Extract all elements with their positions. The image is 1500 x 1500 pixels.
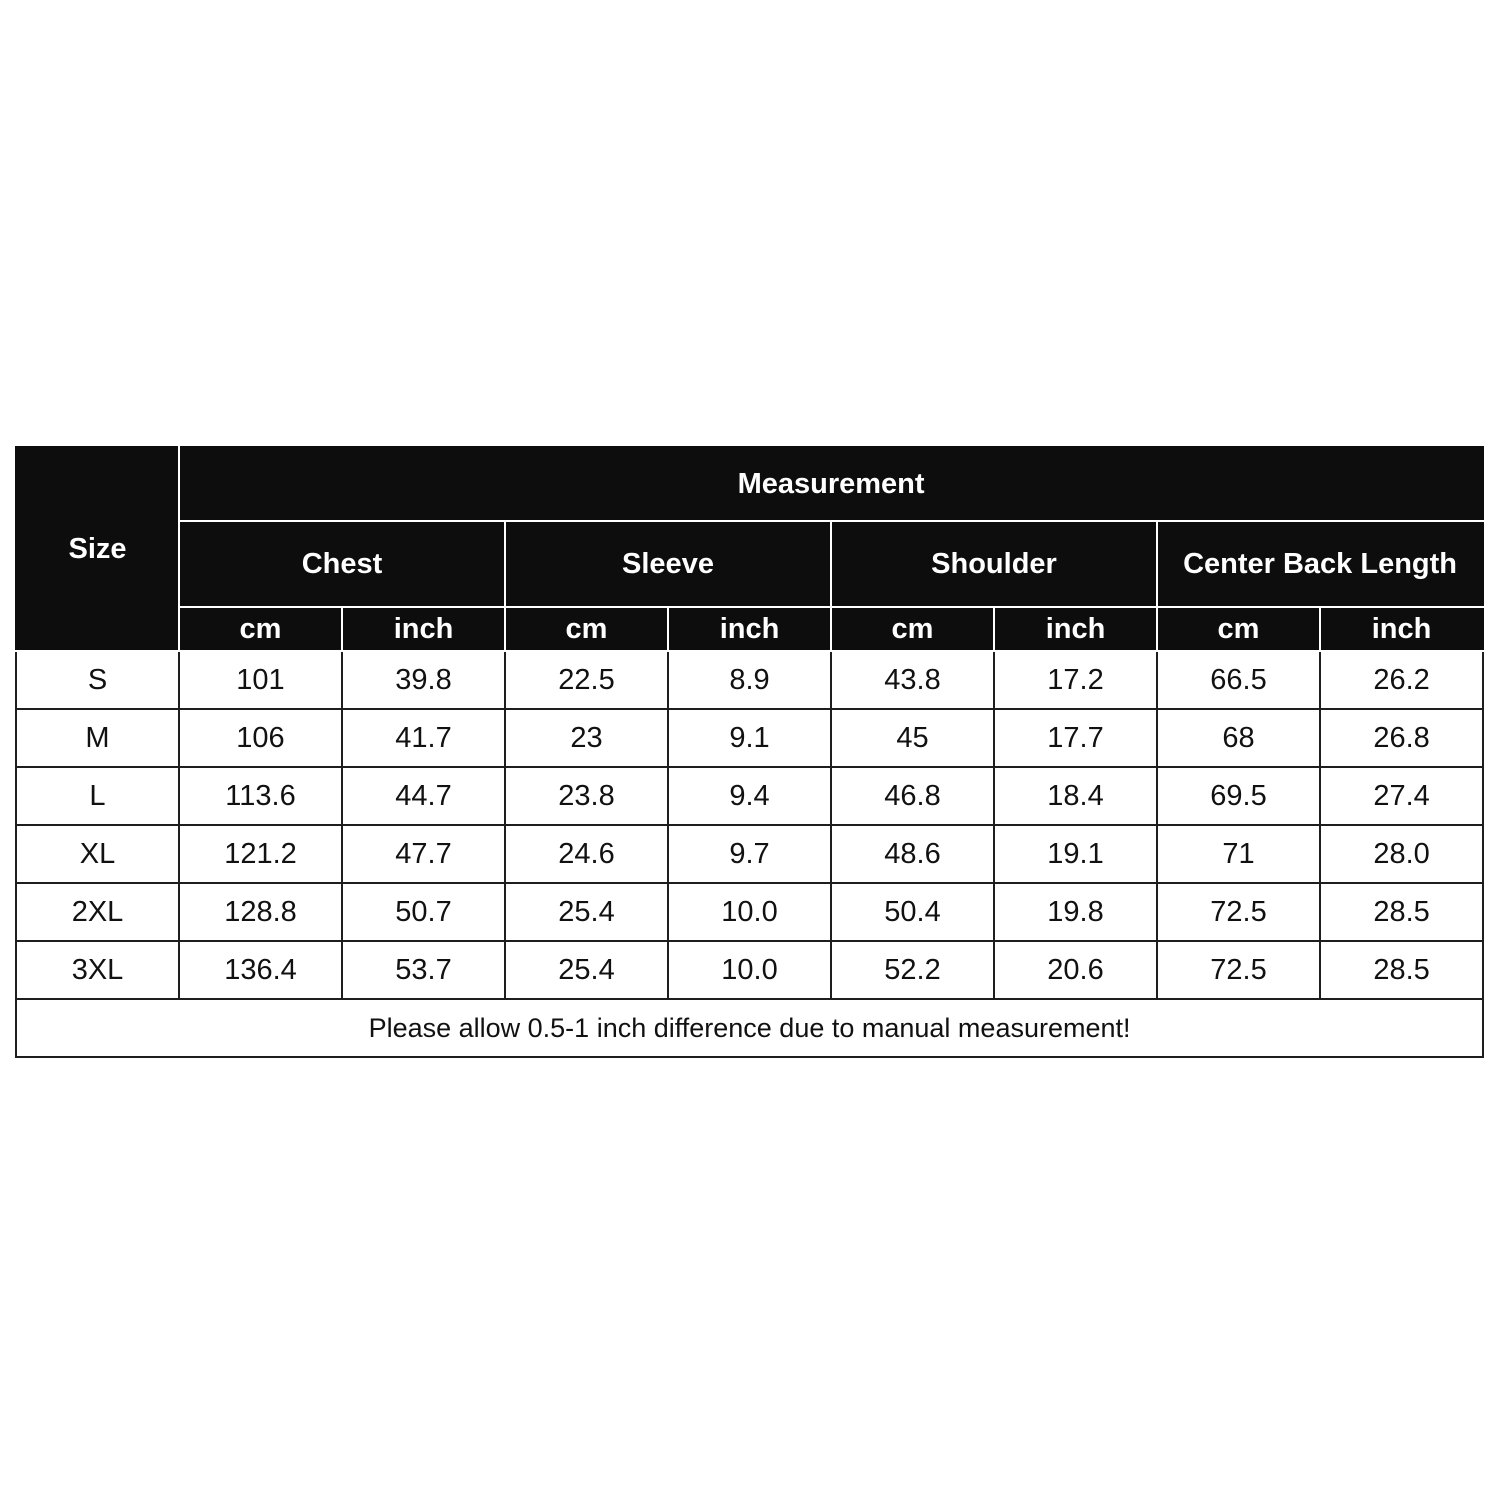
sleeve-cm-cell: 24.6 — [505, 825, 668, 883]
header-row-top — [16, 447, 1483, 521]
sleeve-inch-cell: 9.7 — [668, 825, 831, 883]
size-chart-table — [15, 446, 1484, 1058]
shoulder-inch-cell: 20.6 — [994, 941, 1157, 999]
shoulder-cm-cell: 46.8 — [831, 767, 994, 825]
center-back-length-cm-cell: 71 — [1157, 825, 1320, 883]
unit-header-center-back-length-cm: cm — [1157, 607, 1320, 651]
header-row-groups — [16, 521, 1483, 607]
sleeve-inch-cell: 8.9 — [668, 651, 831, 709]
chest-cm-cell: 113.6 — [179, 767, 342, 825]
table-row-l — [16, 767, 1483, 825]
size-cell: S — [16, 651, 179, 709]
table-row-2xl — [16, 883, 1483, 941]
chest-inch-cell: 41.7 — [342, 709, 505, 767]
table-row-s — [16, 651, 1483, 709]
sleeve-inch-cell: 10.0 — [668, 883, 831, 941]
center-back-length-inch-cell: 28.0 — [1320, 825, 1483, 883]
measurement-header: Measurement — [179, 447, 1483, 521]
table-row-3xl — [16, 941, 1483, 999]
group-header-chest: Chest — [179, 521, 505, 607]
unit-header-center-back-length-inch: inch — [1320, 607, 1483, 651]
chest-inch-cell: 50.7 — [342, 883, 505, 941]
chest-inch-cell: 39.8 — [342, 651, 505, 709]
chest-inch-cell: 53.7 — [342, 941, 505, 999]
center-back-length-inch-cell: 28.5 — [1320, 883, 1483, 941]
unit-header-shoulder-inch: inch — [994, 607, 1157, 651]
chest-cm-cell: 136.4 — [179, 941, 342, 999]
shoulder-cm-cell: 52.2 — [831, 941, 994, 999]
size-cell: 2XL — [16, 883, 179, 941]
shoulder-inch-cell: 19.8 — [994, 883, 1157, 941]
center-back-length-inch-cell: 26.2 — [1320, 651, 1483, 709]
center-back-length-cm-cell: 66.5 — [1157, 651, 1320, 709]
size-cell: XL — [16, 825, 179, 883]
group-header-shoulder: Shoulder — [831, 521, 1157, 607]
center-back-length-inch-cell: 26.8 — [1320, 709, 1483, 767]
sleeve-cm-cell: 23.8 — [505, 767, 668, 825]
group-header-center-back-length: Center Back Length — [1157, 521, 1483, 607]
unit-header-sleeve-cm: cm — [505, 607, 668, 651]
sleeve-inch-cell: 9.1 — [668, 709, 831, 767]
center-back-length-cm-cell: 69.5 — [1157, 767, 1320, 825]
center-back-length-inch-cell: 28.5 — [1320, 941, 1483, 999]
chest-cm-cell: 121.2 — [179, 825, 342, 883]
chest-cm-cell: 101 — [179, 651, 342, 709]
shoulder-cm-cell: 45 — [831, 709, 994, 767]
shoulder-cm-cell: 50.4 — [831, 883, 994, 941]
shoulder-inch-cell: 19.1 — [994, 825, 1157, 883]
shoulder-inch-cell: 17.2 — [994, 651, 1157, 709]
shoulder-inch-cell: 18.4 — [994, 767, 1157, 825]
chest-inch-cell: 44.7 — [342, 767, 505, 825]
note-row — [16, 999, 1483, 1057]
sleeve-cm-cell: 23 — [505, 709, 668, 767]
chest-inch-cell: 47.7 — [342, 825, 505, 883]
chest-cm-cell: 106 — [179, 709, 342, 767]
center-back-length-cm-cell: 72.5 — [1157, 941, 1320, 999]
sleeve-cm-cell: 25.4 — [505, 941, 668, 999]
size-cell: L — [16, 767, 179, 825]
unit-header-chest-inch: inch — [342, 607, 505, 651]
sleeve-inch-cell: 9.4 — [668, 767, 831, 825]
sleeve-cm-cell: 25.4 — [505, 883, 668, 941]
sleeve-inch-cell: 10.0 — [668, 941, 831, 999]
shoulder-cm-cell: 43.8 — [831, 651, 994, 709]
shoulder-cm-cell: 48.6 — [831, 825, 994, 883]
table-row-xl — [16, 825, 1483, 883]
header-row-units — [16, 607, 1483, 651]
chest-cm-cell: 128.8 — [179, 883, 342, 941]
group-header-sleeve: Sleeve — [505, 521, 831, 607]
center-back-length-inch-cell: 27.4 — [1320, 767, 1483, 825]
unit-header-sleeve-inch: inch — [668, 607, 831, 651]
sleeve-cm-cell: 22.5 — [505, 651, 668, 709]
size-cell: M — [16, 709, 179, 767]
unit-header-shoulder-cm: cm — [831, 607, 994, 651]
center-back-length-cm-cell: 68 — [1157, 709, 1320, 767]
center-back-length-cm-cell: 72.5 — [1157, 883, 1320, 941]
shoulder-inch-cell: 17.7 — [994, 709, 1157, 767]
measurement-note: Please allow 0.5-1 inch difference due to manual measurement! — [16, 999, 1483, 1057]
size-cell: 3XL — [16, 941, 179, 999]
unit-header-chest-cm: cm — [179, 607, 342, 651]
table-row-m — [16, 709, 1483, 767]
size-column-header: Size — [16, 447, 179, 651]
